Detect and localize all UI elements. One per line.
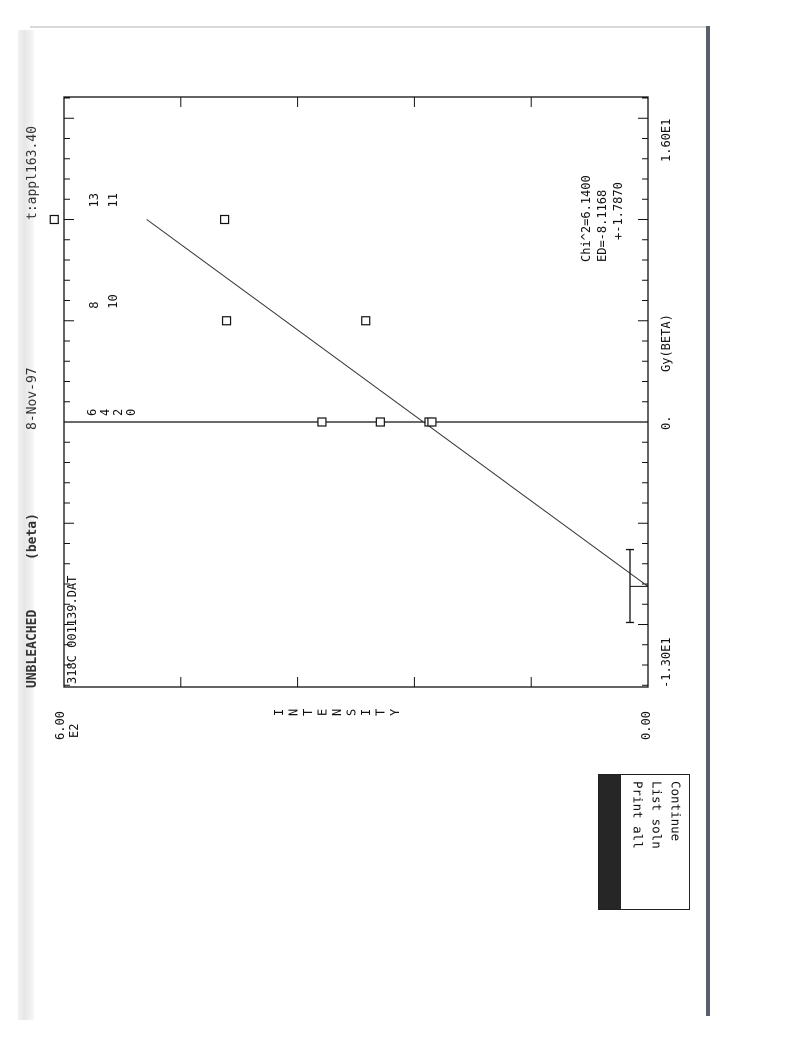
point-label: 2 xyxy=(111,408,125,416)
y-tick-label: 6.00 xyxy=(53,711,67,740)
menu-item-list-soln[interactable]: List soln xyxy=(649,781,665,849)
x-tick-label: 1.60E1 xyxy=(659,118,673,162)
data-point xyxy=(428,418,436,426)
header-date: 8-Nov-97 xyxy=(25,367,40,430)
data-points xyxy=(50,216,436,427)
stats-box xyxy=(579,175,625,262)
point-labels xyxy=(85,193,138,416)
y-axis-label-letter: T xyxy=(373,708,388,716)
error-bar-group xyxy=(626,550,648,623)
x-tick-label: -1.30E1 xyxy=(659,637,673,688)
menu-title-bar xyxy=(599,775,621,909)
data-point xyxy=(50,216,58,224)
plot-frame xyxy=(64,97,648,687)
sample-label: 318C 001139.DAT xyxy=(65,575,79,684)
header-group xyxy=(25,126,40,688)
data-point xyxy=(221,216,229,224)
menu-item-continue[interactable]: Continue xyxy=(668,781,684,842)
stats-ed: ED=-8.1168 xyxy=(595,189,609,262)
y-axis-label-letter: S xyxy=(344,708,359,716)
menu-items xyxy=(621,775,689,909)
popup-menu xyxy=(598,774,690,910)
data-point xyxy=(223,317,231,325)
x-axis-label: Gy(BETA) xyxy=(659,314,673,372)
y-axis-label-letter: I xyxy=(272,708,286,716)
point-label: 8 xyxy=(87,301,101,309)
y-axis-label-letter: Y xyxy=(388,708,402,716)
point-label: 6 xyxy=(85,408,99,416)
header-title: UNBLEACHED xyxy=(25,609,40,688)
x-tick-label: 0. xyxy=(659,415,673,430)
point-label: 0 xyxy=(124,408,138,416)
data-point xyxy=(318,418,326,426)
point-label: 10 xyxy=(106,294,120,309)
stats-chi2: Chi^2=6.1400 xyxy=(579,175,593,262)
point-label: 11 xyxy=(106,193,120,208)
point-label: 13 xyxy=(87,193,101,208)
data-point xyxy=(376,418,384,426)
y-tick-label: 0.00 xyxy=(639,711,653,740)
data-point xyxy=(362,317,370,325)
x-tick-labels xyxy=(659,119,673,688)
stats-err: +-1.7870 xyxy=(611,182,625,240)
fit-line-group xyxy=(147,220,648,587)
y-axis-label-letter: E xyxy=(315,708,330,716)
fit-line xyxy=(147,220,648,587)
y-axis-label-letter: T xyxy=(301,708,315,716)
axis-ticks xyxy=(64,97,648,687)
y-axis-label-letter: I xyxy=(359,708,373,716)
y-tick-label: E2 xyxy=(67,723,81,738)
y-axis-label-letter: N xyxy=(330,708,344,716)
header-filename: t:appl163.40 xyxy=(25,126,40,220)
y-axis-label-letter: N xyxy=(286,708,301,716)
y-axis-label xyxy=(272,708,402,716)
header-subtitle: (beta) xyxy=(25,513,40,560)
menu-item-print-all[interactable]: Print all xyxy=(630,781,646,849)
point-label: 4 xyxy=(98,408,112,416)
